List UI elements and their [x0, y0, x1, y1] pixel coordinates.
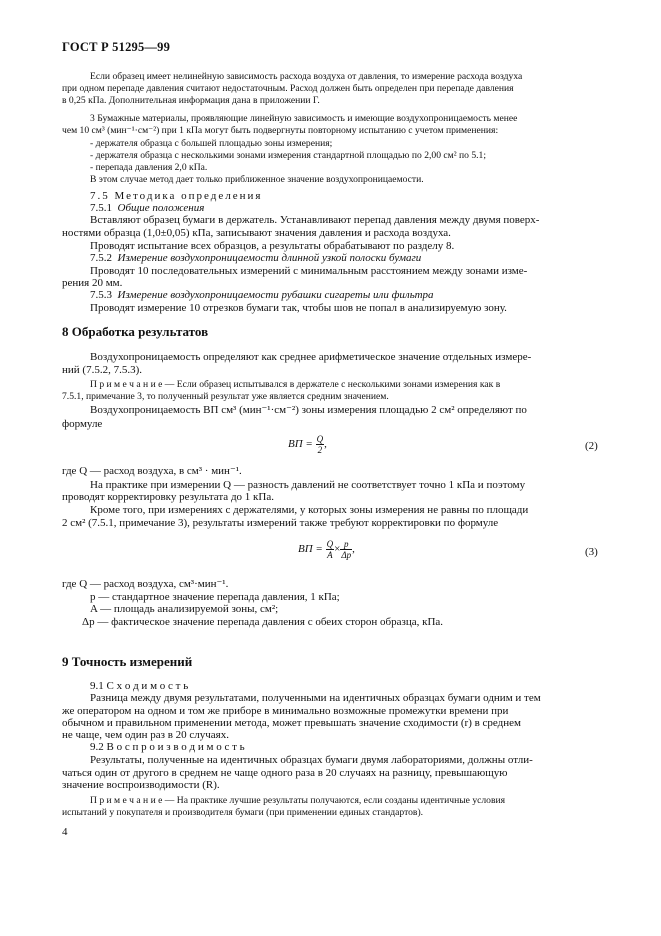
- subsection-title: 7.5 Методика определения: [90, 190, 263, 202]
- formula-3: ВП = $\frac{Q}{A}$ × $\frac{p}{\Delta p}$ ,: [298, 539, 355, 560]
- where-line: где Q — расход воздуха, в см³ · мин⁻¹.: [62, 465, 242, 477]
- document-header: ГОСТ Р 51295—99: [62, 40, 171, 54]
- equation-number: (2): [585, 440, 598, 452]
- subsection-heading: 7.5.2 Измерение воздухопроницаемости длинной узкой полоски бумаги: [90, 252, 422, 264]
- paragraph-line: проводят корректировку результата до 1 кПа.: [62, 491, 274, 503]
- subsection-heading: 7.5.1 Общие положения: [90, 202, 205, 214]
- paragraph-line: Разница между двумя результатами, полученными на идентичных образцах бумаги одним и тем: [90, 692, 541, 704]
- subsection-title: 9.1 С х о д и м о с т ь: [90, 680, 189, 692]
- note-line: 7.5.1, примечание 3, то полученный результат уже является средним значением.: [62, 391, 389, 402]
- bullet-item: - держателя образца с большей площадью зоны измерения;: [90, 138, 333, 149]
- paragraph-line: Проводят измерение 10 отрезков бумаги так, чтобы шов не попал в анализируемую зону.: [90, 302, 507, 314]
- paragraph-line: же оператором на одном и том же приборе в минимально возможные промежутки времени при: [62, 705, 509, 717]
- paragraph-line: Проводят 10 последовательных измерений с минимальным расстоянием между зонами изме-: [90, 265, 528, 277]
- page-number: 4: [62, 826, 68, 838]
- paragraph-line: Вставляют образец бумаги в держатель. Устанавливают перепад давления между двумя поверх-: [90, 214, 540, 226]
- paragraph-line: Результаты, полученные на идентичных образцах бумаги двумя лабораториями, должны отли-: [90, 754, 533, 766]
- note-line: П р и м е ч а н и е — Если образец испытывался в держателе с несколькими зонами измерения как в: [90, 379, 501, 390]
- formula-2: ВП = $\frac{Q}{2}$ ,: [288, 434, 327, 455]
- paragraph-line: рения 20 мм.: [62, 277, 123, 289]
- paragraph-line: формуле: [62, 418, 103, 430]
- paragraph-line: ний (7.5.2, 7.5.3).: [62, 364, 142, 376]
- paragraph-line: Кроме того, при измерениях с держателями, у которых зоны измерения не равны по площади: [90, 504, 529, 516]
- note-line: испытаний у покупателя и производителя бумаги (при применении единых стандартов).: [62, 807, 424, 818]
- paragraph-line: значение воспроизводимости (R).: [62, 779, 220, 791]
- paragraph-line: ностями образца (1,0±0,05) кПа, записывают значения давления и расхода воздуха.: [62, 227, 451, 239]
- fraction: $\frac{Q}{A}$: [326, 539, 334, 560]
- where-line: где Q — расход воздуха, см³·мин⁻¹.: [62, 578, 229, 590]
- paragraph-line: не чаще, чем один раз в 20 случаях.: [62, 729, 229, 741]
- where-line: p — стандартное значение перепада давления, 1 кПа;: [90, 591, 340, 603]
- paragraph-line: Проводят испытание всех образцов, а результаты обрабатывают по разделу 8.: [90, 240, 455, 252]
- where-line: Δp — фактическое значение перепада давления с обеих сторон образца, кПа.: [82, 616, 444, 628]
- section-title: 8 Обработка результатов: [62, 324, 209, 339]
- where-line: A — площадь анализируемой зоны, см²;: [90, 603, 279, 615]
- paragraph-line: 2 см² (7.5.1, примечание 3), результаты измерений также требуют корректировки по формуле: [62, 517, 499, 529]
- fraction: $\frac{p}{\Delta p}$: [341, 539, 352, 560]
- note-3-line: чем 10 см³ (мин⁻¹·см⁻²) при 1 кПа могут быть подвергнуты повторному испытанию с учетом применения:: [62, 125, 499, 136]
- paragraph-line: Воздухопроницаемость ВП см³ (мин⁻¹·см⁻²) зоны измерения площадью 2 см² определяют по: [90, 404, 527, 416]
- subsection-heading: 7.5.3 Измерение воздухопроницаемости рубашки сигареты или фильтра: [90, 289, 434, 301]
- section-title: 9 Точность измерений: [62, 654, 193, 669]
- paragraph-line: На практике при измерении Q — разность давлений не соответствует точно 1 кПа и поэтому: [90, 479, 526, 491]
- paragraph-line: обычном и правильном применении метода, может превышать значение сходимости (r) в среднем: [62, 717, 521, 729]
- note-line: в 0,25 кПа. Дополнительная информация дана в приложении Г.: [62, 95, 320, 106]
- note-line: при одном перепаде давления считают недостаточным. Расход должен быть определен при перепаде давления: [62, 83, 514, 94]
- equation-number: (3): [585, 546, 598, 558]
- bullet-item: - перепада давления 2,0 кПа.: [90, 162, 208, 173]
- subsection-title: 9.2 В о с п р о и з в о д и м о с т ь: [90, 741, 245, 753]
- fraction: $\frac{Q}{2}$: [316, 434, 324, 455]
- note-line: В этом случае метод дает только приближенное значение воздухопроницаемости.: [90, 174, 424, 185]
- paragraph-line: Воздухопроницаемость определяют как среднее арифметическое значение отдельных измере-: [90, 351, 532, 363]
- bullet-item: - держателя образца с несколькими зонами измерения стандартной площадью по 2,00 см² по 5.1;: [90, 150, 486, 161]
- paragraph-line: чаться один от другого в среднем не чаще одного раза в 20 случаях на разницу, превышающую: [62, 767, 508, 779]
- note-3-line: 3 Бумажные материалы, проявляющие линейную зависимость и имеющие воздухопроницаемость менее: [90, 113, 518, 124]
- note-line: П р и м е ч а н и е — На практике лучшие результаты получаются, если созданы идентичные условия: [90, 795, 506, 806]
- note-line: Если образец имеет нелинейную зависимость расхода воздуха от давления, то измерение расхода воздуха: [90, 71, 523, 82]
